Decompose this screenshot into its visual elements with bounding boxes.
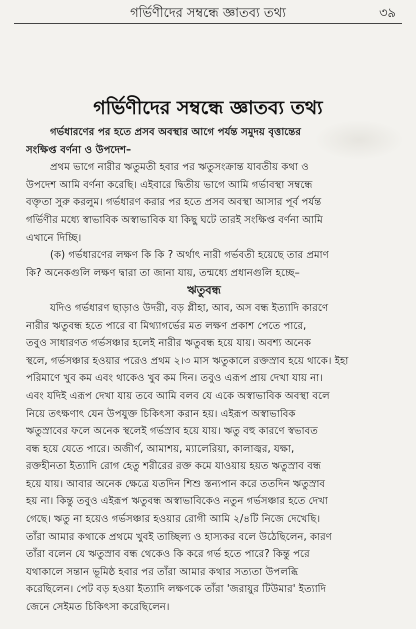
paragraph-line: হয় না। কিন্তু তবুও এইরূপ ঋতুবন্ধ অস্বাভাবিকেও নতুন গর্ভসঞ্চার হতে দেখা: [26, 496, 328, 508]
subheading: ঋতুবন্ধ: [187, 283, 221, 298]
paragraph-line: তাঁরা আমার কথাকে প্রথমে খুবই তাচ্ছিল্য ও হাস্যকর বলে উঠেছিলেন, কারণ: [26, 531, 332, 543]
paragraph-line: এখানে দিচ্ছি।: [26, 232, 82, 244]
paragraph-line: গর্ভিণীর মধ্যে স্বাভাবিক অস্বাভাবিক যা কিছু ঘটে তারই সংক্ষিপ্ত বর্ণনা আমি: [26, 214, 323, 226]
paragraph-line: এবং যদিই এরূপ দেখা যায় তবে আমি বলব যে একে অস্বাভাবিক অবস্থা বলে: [26, 390, 330, 402]
paragraph-line: জেনে সেইমত চিকিৎসা করেছিলেন।: [26, 602, 170, 614]
paragraph-line: তবুও সাধারণত গর্ভসঞ্চার হলেই নারীর ঋতুবন্ধ হয়ে যায়। অবশ্য অনেক: [26, 338, 311, 350]
question-line: (ক) গর্ভধারণের লক্ষণ কি কি ? অর্থাৎ নারী গর্ভবতী হয়েছে তার প্রমাণ: [50, 250, 329, 262]
intro-line: সংক্ষিপ্ত বর্ণনা ও উপদেশ–: [26, 144, 132, 156]
paragraph-line: হয়ে যায়। আবার অনেক ক্ষেত্রে যতদিন শিশু স্তন্যপান করে ততদিন ঋতুস্রাব: [26, 478, 326, 490]
paragraph-line: বন্ধ হয়ে যেতে পারে। অজীর্ণ, আমাশয়, ম্যালেরিয়া, কালাজ্বর, যক্ষা,: [26, 443, 295, 455]
header-rule: [14, 23, 402, 24]
paragraph-line: নারীর ঋতুবন্ধ হতে পারে বা মিথ্যাগর্ভের মত লক্ষণ প্রকাশ পেতে পারে,: [26, 320, 307, 332]
paragraph-line: নিয়ে তৎক্ষণাৎ যেন উপযুক্ত চিকিৎসা করান হয়। এইরূপ অস্বাভাবিক: [26, 408, 296, 420]
paragraph-line: যদিও গর্ভধারণ ছাড়াও উদরী, বড় প্লীহা, আব, অস বন্ধ ইত্যাদি কারণে: [50, 302, 329, 314]
paragraph-line: করেছিলেন। পেট বড় হওয়া ইত্যাদি লক্ষণকে তাঁরা 'জরায়ুর টিউমার' ইত্যাদি: [26, 584, 326, 596]
paragraph-line: উপদেশ আমি বর্ণনা করেছি। এইবারে দ্বিতীয় ভাগে আমি গর্ভাবস্থা সম্বন্ধে: [26, 179, 313, 191]
body-text: [26, 124, 402, 617]
question-line: কি? অনেকগুলি লক্ষণ দ্বারা তা জানা যায়, তন্মধ্যে প্রধানগুলি হচ্ছে–: [26, 267, 300, 279]
paragraph-line: রক্তহীনতা ইত্যাদি রোগ হেতু শরীরের রক্ত কমে যাওয়ায় হয়ত ঋতুস্রাব বন্ধ: [26, 461, 321, 473]
running-title: গর্ভিণীদের সম্বন্ধে জ্ঞাতব্য তথ্য: [130, 6, 286, 21]
page-number: ৩৯: [379, 6, 396, 21]
paragraph-line: ঋতুস্রাবের ফলে অনেক স্থলেই গর্ভস্রাব হয়ে যায়। ঋতু বহু কারণে স্বভাবত: [26, 426, 318, 438]
chapter-title: গর্ভিণীদের সম্বন্ধে জ্ঞাতব্য তথ্য: [93, 97, 323, 119]
paragraph-line: স্থলে, গর্ভসঞ্চার হওয়ার পরেও প্রথম ২।৩ মাস ঋতুকালে রক্তস্রাব হয়ে থাকে। ইহা: [26, 355, 349, 367]
paragraph-line: প্রথম ভাগে নারীর ঋতুমতী হবার পর ঋতুসংক্রান্ত যাবতীয় কথা ও: [50, 162, 309, 174]
intro-line: গর্ভধারণের পর হতে প্রসব অবস্থার আগে পর্যন্ত সমুদয় বৃত্তান্তের: [50, 127, 302, 138]
paragraph-line: তাঁরা বলেন যে ঋতুস্রাব বন্ধ থেকেও কি করে গর্ভ হতে পারে? কিন্তু পরে: [26, 549, 310, 561]
running-header: [0, 2, 416, 22]
paragraph-line: বক্তৃতা সুরু করলুম। গর্ভধারণ করার পর হতে প্রসব অবস্থা আসার পূর্ব পর্যন্ত: [26, 197, 322, 209]
paragraph-line: গেছে। ঋতু না হয়েও গর্ভসঞ্চার হওয়ার রোগী আমি ২/৪টি নিজে দেখেছি।: [26, 514, 321, 526]
paragraph-line: যথাকালে সন্তান ভূমিষ্ঠ হবার পর তাঁরা আমার কথার সত্যতা উপলব্ধি: [26, 566, 299, 578]
paragraph-line: পরিমাণে খুব কম এবং থাকেও খুব কম দিন। তবুও এরূপ প্রায় দেখা যায় না।: [26, 373, 323, 385]
